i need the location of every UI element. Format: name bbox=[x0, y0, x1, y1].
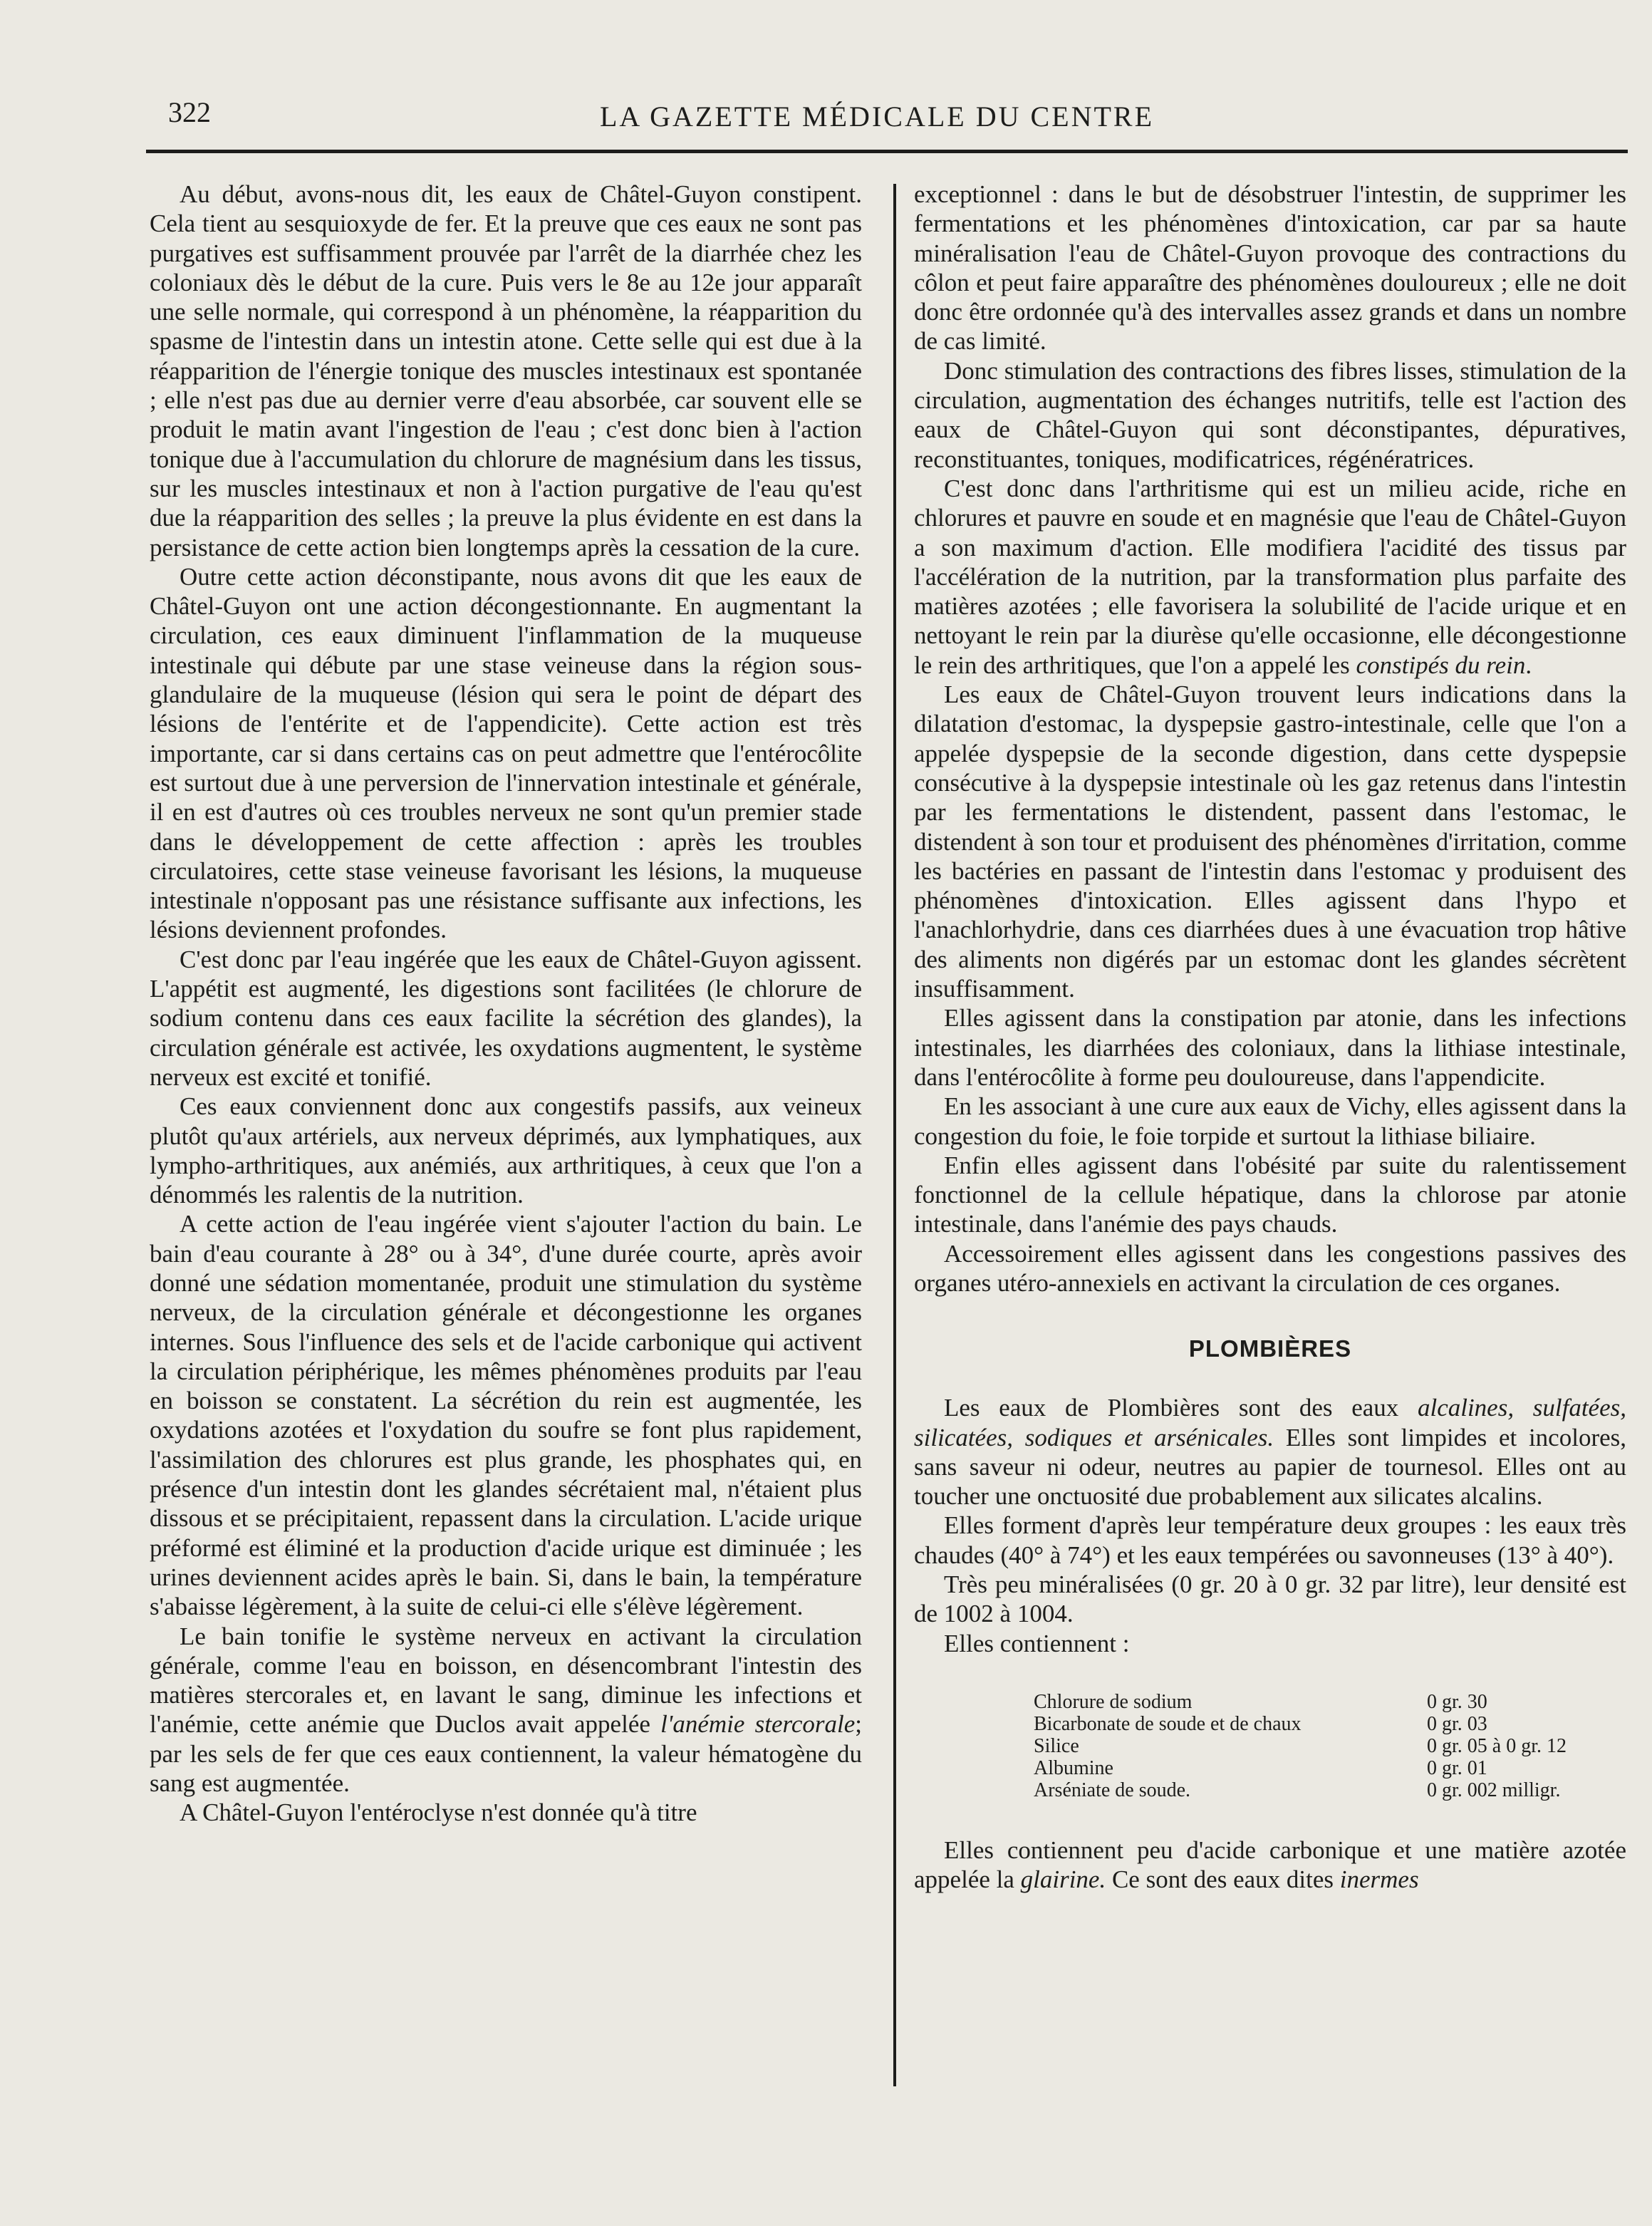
paragraph: Accessoirement elles agissent dans les congestions passives des organes utéro-annexiels en activant la circulation de ces organes. bbox=[914, 1239, 1626, 1297]
table-row bbox=[1034, 1757, 1567, 1779]
paragraph: Elles agissent dans la constipation par atonie, dans les infections intestinales, les diarrhées des coloniaux, dans la lithiase intestinale, dans l'entérocôlite à forme peu douloureuse, dans l'appendicite. bbox=[914, 1004, 1626, 1091]
table-row bbox=[1034, 1713, 1567, 1735]
column-divider bbox=[893, 184, 896, 2086]
text-span: C'est donc dans l'arthritisme qui est un milieu acide, riche en chlorures et pauvre en soude et en magnésie que l'eau de Châtel-Guyon a son maximum d'action. Elle modifiera l'acidité des tissus par l'accélération de la nutrition, par la transformation plus parfaite des matières azotées ; elle favorisera la solubilité de l'acide urique et en nettoyant le rein par la diurèse qu'elle occasionne, elle décongestionne le rein des arthritiques, que l'on a appelé les bbox=[914, 474, 1626, 679]
amount-cell: 0 gr. 30 bbox=[1427, 1690, 1487, 1713]
substance-cell: Arséniate de soude. bbox=[1034, 1779, 1191, 1801]
text-span: Les eaux de Plombières sont des eaux bbox=[944, 1394, 1399, 1422]
amount-cell: 0 gr. 002 milligr. bbox=[1427, 1779, 1561, 1801]
paragraph bbox=[914, 1393, 1626, 1511]
paragraph bbox=[914, 1836, 1626, 1895]
right-column bbox=[914, 180, 1626, 1895]
table-row bbox=[1034, 1735, 1567, 1757]
paragraph: Elles forment d'après leur température deux groupes : les eaux très chaudes (40° à 74°) et les eaux tempérées ou savonneuses (13° à 40°). bbox=[914, 1511, 1626, 1569]
paragraph: A cette action de l'eau ingérée vient s'ajouter l'action du bain. Le bain d'eau courante à 28° ou à 34°, d'une durée courte, après avoir donné une sédation momentanée, produit une stimulation du système nerveux, de la circulation générale et décongestionne les organes internes. Sous l'influence des sels et de l'acide carbonique qui activent la circulation périphérique, les mêmes phénomènes produits par l'eau en boisson se constatent. La sécrétion du rein est augmentée, les oxydations azotées et l'oxydation du soufre se font plus rapidement, l'assimilation des chlorures est plus grande, les phosphates qui, en présence d'un intestin dont les glandes sécrétaient mal, n'étaient plus dissous et se précipitaient, repassent dans la circulation. L'acide urique préformé est éliminé et la production d'acide urique est diminuée ; les urines deviennent acides après le bain. Si, dans le bain, la température s'abaisse légèrement, à la suite de celui-ci elle s'élève légèrement. bbox=[150, 1210, 862, 1621]
text-span: Elles sont limpides et incolores, sans saveur ni odeur, neutres au papier de tournesol. Elles ont au toucher une onctuosité due probablement aux silicates alcalins. bbox=[914, 1423, 1627, 1511]
amount-cell: 0 gr. 03 bbox=[1427, 1712, 1487, 1735]
paragraph: Outre cette action déconstipante, nous avons dit que les eaux de Châtel-Guyon ont une action décongestionnante. En augmentant la circulation, ces eaux diminuent l'inflammation de la muqueuse intestinale qui débute par une stase veineuse dans la région sous-glandulaire de la muqueuse (lésion qui sera le point de départ des lésions de l'entérite et de l'appendicite). Cette action est très importante, car si dans certains cas on peut admettre que l'entérocôlite est surtout due à une perversion de l'innervation intestinale et générale, il en est d'autres où ces troubles nerveux ne sont qu'un premier stade dans le développement de cette affection : après les troubles circulatoires, cette stase veineuse favorisant les lésions, la muqueuse intestinale n'opposant pas une résistance suffisante aux infections, les lésions deviennent profondes. bbox=[150, 562, 862, 944]
paragraph: exceptionnel : dans le but de désobstruer l'intestin, de supprimer les fermentations et les phénomènes d'intoxication, car par sa haute minéralisation l'eau de Châtel-Guyon provoque des contractions du côlon et peut faire apparaître des phénomènes douloureux ; elle ne doit donc être ordonnée qu'à des intervalles assez grands et dans un nombre de cas limité. bbox=[914, 180, 1626, 356]
table-row bbox=[1034, 1779, 1567, 1801]
paragraph: Ces eaux conviennent donc aux congestifs passifs, aux veineux plutôt qu'aux artériels, aux nerveux déprimés, aux lymphatiques, aux lympho-arthritiques, aux anémiés, aux arthritiques, à ceux que l'on a dénommés les ralentis de la nutrition. bbox=[150, 1092, 862, 1209]
italic-term: inermes bbox=[1339, 1865, 1419, 1894]
paragraph: Donc stimulation des contractions des fibres lisses, stimulation de la circulation, augmentation des échanges nutritifs, telle est l'action des eaux de Châtel-Guyon qui sont déconstipantes, dépuratives, reconstituantes, toniques, modificatrices, régénératrices. bbox=[914, 356, 1626, 473]
paragraph: Enfin elles agissent dans l'obésité par suite du ralentissement fonctionnel de la cellule hépatique, dans la chlorose par atonie intestinale, dans l'anémie des pays chauds. bbox=[914, 1151, 1626, 1238]
italic-term: glairine. bbox=[1020, 1865, 1106, 1894]
table-row bbox=[1034, 1691, 1567, 1713]
text-span: ; par les sels de fer que ces eaux contiennent, la valeur hématogène du sang est augmentée. bbox=[150, 1710, 862, 1798]
paragraph bbox=[150, 1622, 862, 1798]
substance-cell: Albumine bbox=[1034, 1756, 1113, 1779]
paragraph: En les associant à une cure aux eaux de Vichy, elles agissent dans la congestion du foie, le foie torpide et surtout la lithiase biliaire. bbox=[914, 1092, 1626, 1150]
section-heading: PLOMBIÈRES bbox=[1188, 1335, 1352, 1362]
paragraph: C'est donc dans l'arthritisme qui est un milieu acide, riche en chlorures et pauvre en soude et en magnésie que l'eau de Châtel-Guyon a son maximum d'action. Elle modifiera l'acidité des tissus par l'accélération de la nutrition, par la transformation plus parfaite des matières azotées ; elle favorisera la solubilité de l'acide urique et en nettoyant le rein par la diurèse qu'elle occasionne, elle décongestionne le rein des arthritiques, que l'on a appelé les constipés du rein. bbox=[914, 474, 1626, 679]
paragraph: Très peu minéralisées (0 gr. 20 à 0 gr. 32 par litre), leur densité est de 1002 à 1004. bbox=[914, 1570, 1626, 1628]
paragraph: A Châtel-Guyon l'entéroclyse n'est donnée qu'à titre bbox=[180, 1798, 697, 1827]
paragraph: C'est donc par l'eau ingérée que les eaux de Châtel-Guyon agissent. L'appétit est augmenté, les digestions sont facilitées (le chlorure de sodium contenu dans ces eaux facilite la sécrétion des glandes), la circulation générale est activée, les oxydations augmentent, le système nerveux est excité et tonifié. bbox=[150, 945, 862, 1091]
substance-cell: Chlorure de sodium bbox=[1034, 1690, 1193, 1713]
italic-term: constipés du rein bbox=[1356, 651, 1526, 679]
substance-cell: Silice bbox=[1034, 1734, 1079, 1757]
amount-cell: 0 gr. 01 bbox=[1427, 1756, 1487, 1779]
text-span: Elles contiennent peu d'acide carbonique et une matière azotée appelée la bbox=[914, 1836, 1626, 1894]
left-column bbox=[150, 180, 862, 1828]
page-number: 322 bbox=[168, 96, 211, 128]
substance-cell: Bicarbonate de soude et de chaux bbox=[1034, 1712, 1302, 1735]
journal-title: LA GAZETTE MÉDICALE DU CENTRE bbox=[600, 100, 1155, 133]
header-rule bbox=[146, 150, 1628, 153]
amount-cell: 0 gr. 05 à 0 gr. 12 bbox=[1427, 1734, 1567, 1757]
text-span: Ce sont des eaux dites bbox=[1111, 1865, 1334, 1894]
text-span: Le bain tonifie le système nerveux en activant la circulation générale, comme l'eau en boisson, en désencombrant l'intestin des matières stercorales et, en lavant le sang, diminue les infections et l'anémie, cette anémie que Duclos avait appelée bbox=[150, 1622, 862, 1739]
composition-table bbox=[1034, 1691, 1567, 1801]
paragraph: Les eaux de Châtel-Guyon trouvent leurs indications dans la dilatation d'estomac, la dyspepsie gastro-intestinale, celle que l'on a appelée dyspepsie de la seconde digestion, dans cette dyspepsie consécutive à la dyspepsie intestinale où les gaz retenus dans l'intestin par les fermentations le distendent, passent dans l'estomac, le distendent à son tour et produisent des phénomènes d'irritation, comme les bactéries en passant de l'intestin dans l'estomac y produisent des phénomènes d'intoxication. Elles agissent dans l'hypo et l'anachlorhydrie, dans ces diarrhées dues à une évacuation trop hâtive des aliments non digérés par un estomac dont les glandes sécrètent insuffisamment. bbox=[914, 680, 1626, 1003]
paragraph: Elles contiennent : bbox=[944, 1629, 1130, 1657]
paragraph: Au début, avons-nous dit, les eaux de Châtel-Guyon constipent. Cela tient au sesquioxyde de fer. Et la preuve que ces eaux ne sont pas purgatives est suffisamment prouvée par l'arrêt de la diarrhée chez les coloniaux dès le début de la cure. Puis vers le 8e au 12e jour apparaît une selle normale, qui correspond à un phénomène, la réapparition du spasme de l'intestin dans un intestin atone. Cette selle qui est due à la réapparition de l'énergie tonique des muscles intestinaux est spontanée ; elle n'est pas due au dernier verre d'eau absorbée, car souvent elle se produit le matin avant l'ingestion de l'eau ; c'est donc bien à l'action tonique due à l'accumulation du chlorure de magnésium dans les tissus, sur les muscles intestinaux et non à l'action purgative de l'eau qu'est due la réapparition des selles ; la preuve la plus évidente en est dans la persistance de cette action bien longtemps après la cessation de la cure. bbox=[150, 180, 862, 561]
italic-term: l'anémie stercorale bbox=[660, 1710, 856, 1739]
italic-term: alcalines, sulfatées, silicatées, sodiques et arsénicales. bbox=[914, 1394, 1626, 1451]
